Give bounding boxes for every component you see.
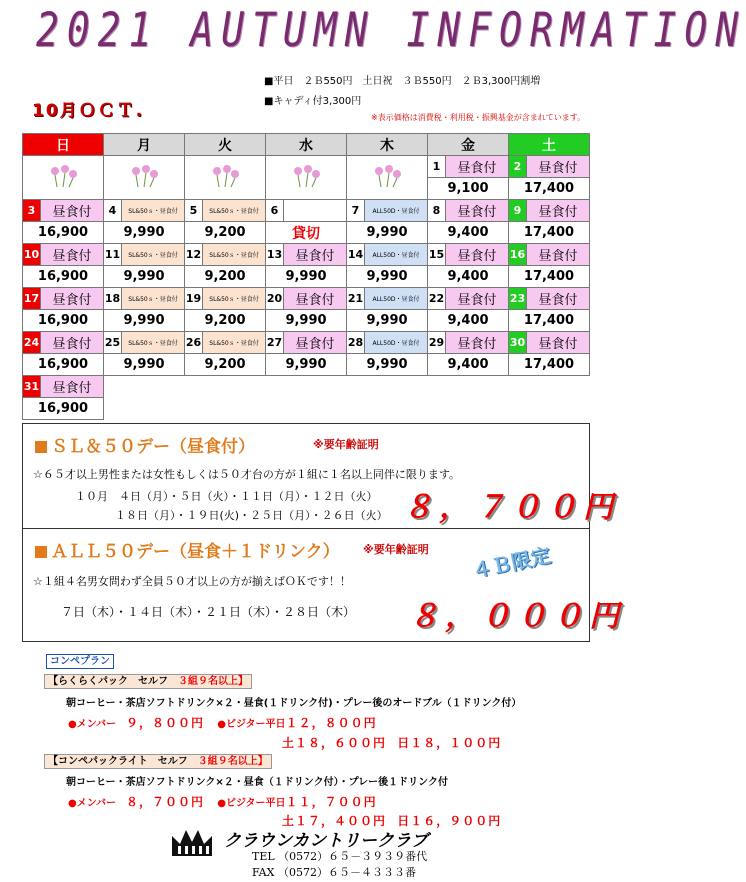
price-cell: 17,400: [509, 178, 590, 200]
day-cell: 1 昼食付: [428, 156, 509, 178]
sl50-heading: ＳＬ＆５０デー（昼食付）: [35, 432, 255, 457]
club-fax: FAX （0572）６５－４３３３番: [252, 866, 416, 879]
plan2-prices: ●メンバー ８，７００円 ●ビジター平日１１，７００円: [68, 795, 377, 809]
plan1-weekend: 土１８，６００円 日１８，１００円: [282, 736, 502, 750]
flower-icon: [104, 156, 185, 200]
sl50-desc: ☆６５才以上男性または女性もしくは５０才台の方が１組に１名以上同伴に限ります。: [33, 468, 460, 481]
all50-heading: ＡＬＬ５０デー（昼食＋１ドリンク）: [35, 537, 340, 562]
day-cell: 2 昼食付: [509, 156, 590, 178]
date-num: 4: [108, 204, 117, 217]
all50-box: [22, 528, 625, 642]
date-num: 6: [270, 204, 279, 217]
club-name: クラウンカントリークラブ: [224, 831, 428, 851]
all50-price: ８，０００円: [409, 599, 625, 634]
flower-icon: [23, 156, 104, 200]
all50-dates: ７日（木）・１４日（木）・２１日（木）・２８日（木）: [61, 605, 356, 619]
flower-icon: [185, 156, 266, 200]
weekday-sun: 日: [23, 134, 104, 156]
flower-icon: [266, 156, 347, 200]
price-line-1: ■平日 ２Ｂ550円 土日祝 ３Ｂ550円 ２Ｂ3,300円割増: [264, 76, 541, 87]
sl50-dates-1: １０月 ４日（月）・５日（火）・１１日（月）・１２日（火）: [75, 490, 378, 503]
plan1-title: 【らくらくパック セルフ ３組９名以上】: [44, 672, 252, 687]
weekday-fri: 金: [428, 134, 509, 156]
weekday-wed: 水: [266, 134, 347, 156]
flower-icon: [347, 156, 428, 200]
all50-stamp: ４Ｂ限定: [469, 542, 553, 584]
tax-note: ※表示価格は消費税・利用税・振興基金が含まれています。: [371, 113, 586, 122]
date-num: 7: [351, 204, 360, 217]
weekday-mon: 月: [104, 134, 185, 156]
weekday-sat: 土: [509, 134, 590, 156]
price-line-2: ■キャディ付3,300円: [264, 96, 362, 107]
plan2-desc: 朝コーヒー・茶店ソフトドリンク×２・昼食（１ドリンク付）・プレー後１ドリンク付: [66, 777, 448, 788]
sl50-price: ８，７００円: [403, 490, 619, 525]
plan1-prices: ●メンバー ９，８００円 ●ビジター平日１２，８００円: [68, 716, 377, 730]
month-label: 10月ＯＣＴ.: [32, 101, 145, 121]
page-title: 2021 AUTUMN INFORMATION: [36, 2, 746, 57]
date-num: 9: [509, 200, 526, 221]
sl50-dates-2: １８日（月）・１９日(火)・２５日（月）・２６日（火）: [115, 509, 388, 522]
all50-desc: ☆１組４名男女問わず全員５０才以上の方が揃えばＯＫです！！: [33, 575, 351, 588]
sl50-note: ※要年齢証明: [313, 438, 379, 451]
weekday-thu: 木: [347, 134, 428, 156]
plan2-title: 【コンペパックライト セルフ ３組９名以上】: [44, 752, 272, 767]
crown-icon: [168, 826, 216, 864]
date-num: 3: [23, 200, 40, 221]
price-cell: 9,100: [428, 178, 509, 200]
all50-note: ※要年齢証明: [363, 543, 429, 556]
date-num: 5: [189, 204, 198, 217]
compe-label: コンペプラン: [46, 652, 114, 667]
club-tel: TEL （0572）６５－３９３９番代: [252, 850, 428, 863]
calendar: 日 月 火 水 木 金 土 1 昼食付 2 昼食付 9,100 17,400 3 昼食付 4 SL&50ｓ・昼食付 5 SL&50ｓ・昼食付 6 7 ALL50D・昼食付 8 昼食付 9 昼食付 16,900 9,990 9,200 貸切 9,990 9,400 17,400 10 昼食付 11 SL&50ｓ・昼食付 12 SL&50ｓ・昼食付 13 昼食付 14 ALL50D・昼食付 15 昼食付 16 昼食付 16,900 9,990 9,200 9,990 9,990 9,400 17,400 17 昼食付 18 SL&50ｓ・昼食付 19 SL&50ｓ・昼食付 20 昼食付 21 ALL50D・昼食付 22 昼食付 23 昼食付 16,900 9,990 9,200 9,990 9,990 9,400 17,400 24 昼食付 25 SL&50ｓ・昼食付 26 SL&50ｓ・昼食付 27 昼食付 28 ALL50D・昼食付 29 昼食付 30 昼食付 16,900 9,990 9,200 9,990 9,990 9,400 17,400 31 昼食付 16,900: [22, 133, 590, 420]
sl50-box: [22, 423, 619, 529]
date-num: 8: [432, 204, 441, 217]
plan2-weekend: 土１７，４００円 日１６，９００円: [282, 814, 502, 828]
weekday-tue: 火: [185, 134, 266, 156]
closed-label: 貸切: [266, 222, 347, 244]
plan1-desc: 朝コーヒー・茶店ソフトドリンク×２・昼食(１ドリンク付)・プレー後のオードブル（１ドリンク付）: [66, 698, 522, 709]
